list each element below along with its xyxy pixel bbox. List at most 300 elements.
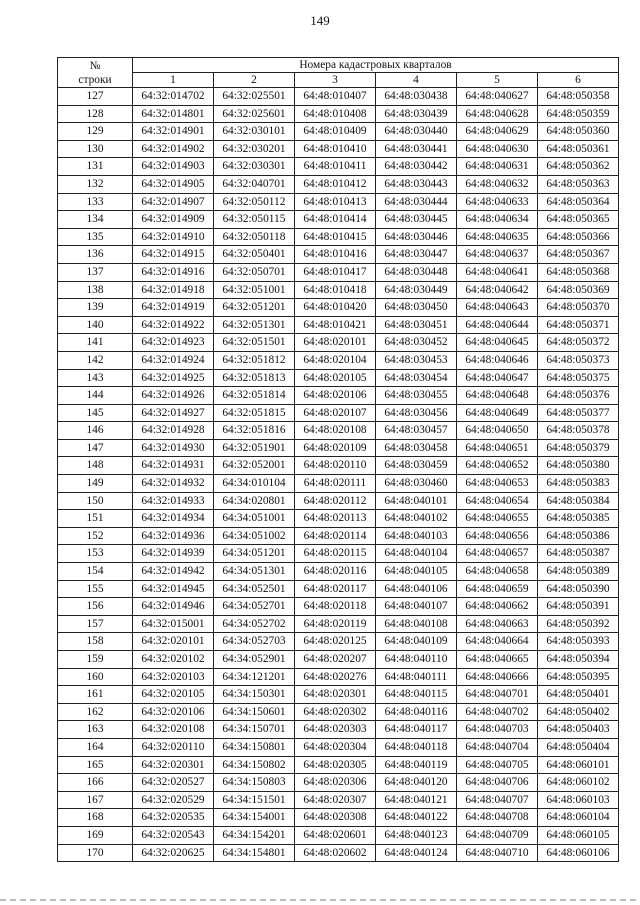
row-number-cell: 139 xyxy=(58,299,133,317)
cadastral-number-cell: 64:48:060104 xyxy=(538,809,619,827)
table-header xyxy=(58,58,619,88)
cadastral-number-cell: 64:34:150301 xyxy=(214,686,295,704)
cadastral-number-cell: 64:48:040116 xyxy=(376,703,457,721)
cadastral-number-cell: 64:48:020101 xyxy=(295,334,376,352)
cadastral-number-cell: 64:32:020529 xyxy=(133,791,214,809)
cadastral-number-cell: 64:48:020301 xyxy=(295,686,376,704)
row-number-cell: 132 xyxy=(58,175,133,193)
cadastral-number-cell: 64:32:014905 xyxy=(133,175,214,193)
table-row xyxy=(58,615,619,633)
cadastral-number-cell: 64:32:020110 xyxy=(133,738,214,756)
cadastral-number-cell: 64:48:040107 xyxy=(376,598,457,616)
cadastral-number-cell: 64:32:020535 xyxy=(133,809,214,827)
cadastral-number-cell: 64:48:050404 xyxy=(538,738,619,756)
cadastral-number-cell: 64:48:030454 xyxy=(376,369,457,387)
cadastral-number-cell: 64:48:030458 xyxy=(376,439,457,457)
cadastral-number-cell: 64:48:020112 xyxy=(295,492,376,510)
row-number-cell: 158 xyxy=(58,633,133,651)
row-number-cell: 136 xyxy=(58,246,133,264)
cadastral-number-cell: 64:48:050386 xyxy=(538,527,619,545)
cadastral-number-cell: 64:48:020308 xyxy=(295,809,376,827)
cadastral-number-cell: 64:48:030460 xyxy=(376,475,457,493)
cadastral-number-cell: 64:48:050358 xyxy=(538,88,619,106)
cadastral-number-cell: 64:48:040705 xyxy=(457,756,538,774)
cadastral-number-cell: 64:48:040634 xyxy=(457,211,538,229)
cadastral-number-cell: 64:34:051301 xyxy=(214,563,295,581)
row-number-cell: 138 xyxy=(58,281,133,299)
table-row xyxy=(58,351,619,369)
table-body xyxy=(58,88,619,862)
cadastral-number-cell: 64:48:050403 xyxy=(538,721,619,739)
cadastral-number-cell: 64:32:020543 xyxy=(133,826,214,844)
cadastral-number-cell: 64:48:050373 xyxy=(538,351,619,369)
cadastral-number-cell: 64:48:050392 xyxy=(538,615,619,633)
cadastral-number-cell: 64:48:020119 xyxy=(295,615,376,633)
cadastral-number-cell: 64:48:040117 xyxy=(376,721,457,739)
cadastral-number-cell: 64:48:030456 xyxy=(376,404,457,422)
row-number-cell: 143 xyxy=(58,369,133,387)
row-number-cell: 159 xyxy=(58,651,133,669)
cadastral-number-cell: 64:34:052501 xyxy=(214,580,295,598)
cadastral-number-cell: 64:48:030443 xyxy=(376,175,457,193)
cadastral-number-cell: 64:32:014925 xyxy=(133,369,214,387)
cadastral-number-cell: 64:48:030445 xyxy=(376,211,457,229)
cadastral-number-cell: 64:48:030457 xyxy=(376,422,457,440)
cadastral-number-cell: 64:32:014901 xyxy=(133,123,214,141)
cadastral-number-cell: 64:48:020207 xyxy=(295,651,376,669)
cadastral-number-cell: 64:48:040642 xyxy=(457,281,538,299)
cadastral-number-cell: 64:48:040635 xyxy=(457,228,538,246)
cadastral-number-cell: 64:32:014933 xyxy=(133,492,214,510)
cadastral-number-cell: 64:34:051001 xyxy=(214,510,295,528)
cadastral-number-cell: 64:48:040710 xyxy=(457,844,538,862)
table-row xyxy=(58,527,619,545)
cadastral-number-cell: 64:48:050380 xyxy=(538,457,619,475)
cadastral-number-cell: 64:34:150701 xyxy=(214,721,295,739)
cadastral-number-cell: 64:32:020625 xyxy=(133,844,214,862)
cadastral-number-cell: 64:48:050366 xyxy=(538,228,619,246)
cadastral-number-cell: 64:48:050385 xyxy=(538,510,619,528)
cadastral-number-cell: 64:32:014928 xyxy=(133,422,214,440)
cadastral-number-cell: 64:32:051001 xyxy=(214,281,295,299)
cadastral-number-cell: 64:32:014932 xyxy=(133,475,214,493)
cadastral-number-cell: 64:32:014930 xyxy=(133,439,214,457)
cadastral-number-cell: 64:48:060105 xyxy=(538,826,619,844)
cadastral-number-cell: 64:48:020111 xyxy=(295,475,376,493)
cadastral-number-cell: 64:48:010415 xyxy=(295,228,376,246)
cadastral-number-cell: 64:32:020301 xyxy=(133,756,214,774)
table-row xyxy=(58,140,619,158)
cadastral-number-cell: 64:32:020527 xyxy=(133,774,214,792)
row-number-cell: 163 xyxy=(58,721,133,739)
cadastral-number-cell: 64:48:030452 xyxy=(376,334,457,352)
row-number-cell: 152 xyxy=(58,527,133,545)
row-number-cell: 144 xyxy=(58,387,133,405)
row-number-cell: 151 xyxy=(58,510,133,528)
cadastral-number-cell: 64:48:040108 xyxy=(376,615,457,633)
cadastral-number-cell: 64:48:050389 xyxy=(538,563,619,581)
table-row xyxy=(58,281,619,299)
row-number-cell: 140 xyxy=(58,316,133,334)
cadastral-number-cell: 64:48:020115 xyxy=(295,545,376,563)
cadastral-number-cell: 64:48:010408 xyxy=(295,105,376,123)
row-number-cell: 157 xyxy=(58,615,133,633)
cadastral-number-cell: 64:48:050362 xyxy=(538,158,619,176)
row-number-cell: 146 xyxy=(58,422,133,440)
table-row xyxy=(58,492,619,510)
cadastral-number-cell: 64:32:025501 xyxy=(214,88,295,106)
cadastral-number-cell: 64:48:020118 xyxy=(295,598,376,616)
row-number-cell: 142 xyxy=(58,351,133,369)
cadastral-number-cell: 64:48:030450 xyxy=(376,299,457,317)
row-number-symbol: № xyxy=(89,59,101,72)
cadastral-number-cell: 64:48:040707 xyxy=(457,791,538,809)
cadastral-number-cell: 64:34:051002 xyxy=(214,527,295,545)
cadastral-number-cell: 64:48:040646 xyxy=(457,351,538,369)
cadastral-number-cell: 64:34:150803 xyxy=(214,774,295,792)
cadastral-number-cell: 64:32:014919 xyxy=(133,299,214,317)
cadastral-number-cell: 64:48:010417 xyxy=(295,263,376,281)
cadastral-number-cell: 64:48:050376 xyxy=(538,387,619,405)
cadastral-number-cell: 64:48:040709 xyxy=(457,826,538,844)
table-row xyxy=(58,598,619,616)
page-number: 149 xyxy=(310,13,330,28)
table-row xyxy=(58,246,619,264)
cadastral-number-cell: 64:48:020104 xyxy=(295,351,376,369)
cadastral-number-cell: 64:48:060101 xyxy=(538,756,619,774)
cadastral-number-cell: 64:48:040633 xyxy=(457,193,538,211)
cadastral-number-cell: 64:32:020102 xyxy=(133,651,214,669)
cadastral-number-cell: 64:48:040701 xyxy=(457,686,538,704)
table-row xyxy=(58,404,619,422)
table-row xyxy=(58,299,619,317)
cadastral-number-cell: 64:48:040110 xyxy=(376,651,457,669)
cadastral-number-cell: 64:32:014927 xyxy=(133,404,214,422)
cadastral-number-cell: 64:32:014916 xyxy=(133,263,214,281)
row-number-header xyxy=(58,58,133,88)
cadastral-number-cell: 64:48:030448 xyxy=(376,263,457,281)
cadastral-number-cell: 64:48:040111 xyxy=(376,668,457,686)
cadastral-number-cell: 64:48:060102 xyxy=(538,774,619,792)
cadastral-number-cell: 64:48:010412 xyxy=(295,175,376,193)
cadastral-number-cell: 64:48:040631 xyxy=(457,158,538,176)
cadastral-number-cell: 64:48:050363 xyxy=(538,175,619,193)
cadastral-number-cell: 64:48:040658 xyxy=(457,563,538,581)
cadastral-number-cell: 64:48:040124 xyxy=(376,844,457,862)
cadastral-number-cell: 64:48:040102 xyxy=(376,510,457,528)
cadastral-number-cell: 64:48:010414 xyxy=(295,211,376,229)
cadastral-number-cell: 64:32:051814 xyxy=(214,387,295,405)
cadastral-number-cell: 64:48:020106 xyxy=(295,387,376,405)
cadastral-number-cell: 64:48:040648 xyxy=(457,387,538,405)
row-number-cell: 165 xyxy=(58,756,133,774)
cadastral-number-cell: 64:32:014918 xyxy=(133,281,214,299)
cadastral-number-cell: 64:48:040650 xyxy=(457,422,538,440)
cadastral-number-cell: 64:48:040666 xyxy=(457,668,538,686)
cadastral-number-cell: 64:48:050369 xyxy=(538,281,619,299)
cadastral-number-cell: 64:32:050112 xyxy=(214,193,295,211)
cadastral-number-cell: 64:48:030453 xyxy=(376,351,457,369)
cadastral-number-cell: 64:48:020105 xyxy=(295,369,376,387)
scan-edge-line xyxy=(0,899,640,901)
table-row xyxy=(58,263,619,281)
cadastral-number-cell: 64:34:151501 xyxy=(214,791,295,809)
cadastral-number-cell: 64:48:020110 xyxy=(295,457,376,475)
row-number-cell: 135 xyxy=(58,228,133,246)
table-row xyxy=(58,475,619,493)
cadastral-number-cell: 64:48:020125 xyxy=(295,633,376,651)
table-row xyxy=(58,228,619,246)
row-number-cell: 161 xyxy=(58,686,133,704)
cadastral-number-cell: 64:48:050361 xyxy=(538,140,619,158)
row-number-cell: 170 xyxy=(58,844,133,862)
cadastral-number-cell: 64:34:150601 xyxy=(214,703,295,721)
cadastral-number-cell: 64:48:040655 xyxy=(457,510,538,528)
table-row xyxy=(58,175,619,193)
row-number-cell: 149 xyxy=(58,475,133,493)
row-number-label: строки xyxy=(78,73,112,86)
cadastral-number-cell: 64:48:040641 xyxy=(457,263,538,281)
cadastral-number-cell: 64:48:050402 xyxy=(538,703,619,721)
cadastral-number-cell: 64:48:050371 xyxy=(538,316,619,334)
cadastral-number-cell: 64:48:010418 xyxy=(295,281,376,299)
cadastral-number-cell: 64:32:051201 xyxy=(214,299,295,317)
cadastral-number-cell: 64:48:040662 xyxy=(457,598,538,616)
cadastral-number-cell: 64:32:014939 xyxy=(133,545,214,563)
cadastral-number-cell: 64:48:030459 xyxy=(376,457,457,475)
table-row xyxy=(58,791,619,809)
cadastral-number-cell: 64:48:050379 xyxy=(538,439,619,457)
table-row xyxy=(58,774,619,792)
cadastral-number-cell: 64:32:014934 xyxy=(133,510,214,528)
table-row xyxy=(58,457,619,475)
cadastral-number-cell: 64:48:050387 xyxy=(538,545,619,563)
table-row xyxy=(58,580,619,598)
cadastral-number-cell: 64:32:014931 xyxy=(133,457,214,475)
cadastral-number-cell: 64:48:040664 xyxy=(457,633,538,651)
cadastral-number-cell: 64:48:030446 xyxy=(376,228,457,246)
cadastral-number-cell: 64:32:051501 xyxy=(214,334,295,352)
cadastral-number-cell: 64:34:154001 xyxy=(214,809,295,827)
cadastral-number-cell: 64:48:020113 xyxy=(295,510,376,528)
table-row xyxy=(58,545,619,563)
column-header-3: 3 xyxy=(295,73,376,88)
cadastral-number-cell: 64:32:030301 xyxy=(214,158,295,176)
cadastral-number-cell: 64:48:050364 xyxy=(538,193,619,211)
table-row xyxy=(58,721,619,739)
table-row xyxy=(58,369,619,387)
cadastral-number-cell: 64:48:040645 xyxy=(457,334,538,352)
cadastral-number-cell: 64:48:040649 xyxy=(457,404,538,422)
cadastral-number-cell: 64:48:020601 xyxy=(295,826,376,844)
cadastral-number-cell: 64:34:150802 xyxy=(214,756,295,774)
column-header-5: 5 xyxy=(457,73,538,88)
row-number-cell: 128 xyxy=(58,105,133,123)
table-row xyxy=(58,88,619,106)
row-number-cell: 167 xyxy=(58,791,133,809)
cadastral-number-cell: 64:48:050360 xyxy=(538,123,619,141)
cadastral-number-cell: 64:32:050118 xyxy=(214,228,295,246)
cadastral-number-cell: 64:32:020101 xyxy=(133,633,214,651)
cadastral-number-cell: 64:48:040105 xyxy=(376,563,457,581)
table-row xyxy=(58,563,619,581)
cadastral-number-cell: 64:32:051816 xyxy=(214,422,295,440)
cadastral-number-cell: 64:48:020306 xyxy=(295,774,376,792)
cadastral-number-cell: 64:48:030439 xyxy=(376,105,457,123)
cadastral-number-cell: 64:32:014926 xyxy=(133,387,214,405)
row-number-cell: 134 xyxy=(58,211,133,229)
table-row xyxy=(58,651,619,669)
cadastral-number-cell: 64:32:014909 xyxy=(133,211,214,229)
cadastral-number-cell: 64:48:030442 xyxy=(376,158,457,176)
row-number-cell: 129 xyxy=(58,123,133,141)
cadastral-number-cell: 64:34:150801 xyxy=(214,738,295,756)
cadastral-number-cell: 64:48:010413 xyxy=(295,193,376,211)
cadastral-number-cell: 64:34:154801 xyxy=(214,844,295,862)
cadastral-number-cell: 64:48:040632 xyxy=(457,175,538,193)
row-number-cell: 156 xyxy=(58,598,133,616)
cadastral-number-cell: 64:48:050395 xyxy=(538,668,619,686)
table-row xyxy=(58,668,619,686)
column-header-4: 4 xyxy=(376,73,457,88)
cadastral-number-cell: 64:48:050377 xyxy=(538,404,619,422)
cadastral-number-cell: 64:32:050115 xyxy=(214,211,295,229)
row-number-cell: 168 xyxy=(58,809,133,827)
cadastral-number-cell: 64:48:040659 xyxy=(457,580,538,598)
cadastral-number-cell: 64:48:030438 xyxy=(376,88,457,106)
cadastral-number-cell: 64:32:014801 xyxy=(133,105,214,123)
cadastral-number-cell: 64:32:051812 xyxy=(214,351,295,369)
cadastral-number-cell: 64:32:052001 xyxy=(214,457,295,475)
cadastral-number-cell: 64:32:025601 xyxy=(214,105,295,123)
cadastral-number-cell: 64:48:040118 xyxy=(376,738,457,756)
cadastral-number-cell: 64:48:030449 xyxy=(376,281,457,299)
cadastral-number-cell: 64:48:030451 xyxy=(376,316,457,334)
cadastral-number-cell: 64:48:010407 xyxy=(295,88,376,106)
cadastral-number-cell: 64:48:040119 xyxy=(376,756,457,774)
row-number-cell: 137 xyxy=(58,263,133,281)
cadastral-number-cell: 64:34:051201 xyxy=(214,545,295,563)
cadastral-number-cell: 64:32:014702 xyxy=(133,88,214,106)
cadastral-number-cell: 64:34:020801 xyxy=(214,492,295,510)
cadastral-number-cell: 64:32:030101 xyxy=(214,123,295,141)
cadastral-number-cell: 64:48:020107 xyxy=(295,404,376,422)
cadastral-number-cell: 64:48:050384 xyxy=(538,492,619,510)
cadastral-number-cell: 64:48:050367 xyxy=(538,246,619,264)
cadastral-number-cell: 64:32:020108 xyxy=(133,721,214,739)
row-number-cell: 164 xyxy=(58,738,133,756)
row-number-cell: 148 xyxy=(58,457,133,475)
cadastral-number-cell: 64:32:014936 xyxy=(133,527,214,545)
row-number-cell: 127 xyxy=(58,88,133,106)
cadastral-number-cell: 64:48:020302 xyxy=(295,703,376,721)
cadastral-number-cell: 64:48:020304 xyxy=(295,738,376,756)
cadastral-number-cell: 64:48:050390 xyxy=(538,580,619,598)
table-row xyxy=(58,703,619,721)
table-row xyxy=(58,123,619,141)
cadastral-number-cell: 64:48:050365 xyxy=(538,211,619,229)
cadastral-number-cell: 64:48:050368 xyxy=(538,263,619,281)
cadastral-number-cell: 64:48:020117 xyxy=(295,580,376,598)
cadastral-number-cell: 64:32:014907 xyxy=(133,193,214,211)
cadastral-number-cell: 64:48:040101 xyxy=(376,492,457,510)
cadastral-number-cell: 64:32:020106 xyxy=(133,703,214,721)
cadastral-number-cell: 64:48:040644 xyxy=(457,316,538,334)
cadastral-number-cell: 64:48:010410 xyxy=(295,140,376,158)
table-row xyxy=(58,809,619,827)
row-number-cell: 160 xyxy=(58,668,133,686)
column-header-2: 2 xyxy=(214,73,295,88)
table-row xyxy=(58,756,619,774)
cadastral-number-cell: 64:32:050401 xyxy=(214,246,295,264)
row-number-cell: 150 xyxy=(58,492,133,510)
cadastral-number-cell: 64:32:020103 xyxy=(133,668,214,686)
cadastral-number-cell: 64:48:050393 xyxy=(538,633,619,651)
table-row xyxy=(58,387,619,405)
table-row xyxy=(58,510,619,528)
cadastral-number-cell: 64:48:010411 xyxy=(295,158,376,176)
table-row xyxy=(58,826,619,844)
cadastral-number-cell: 64:48:030444 xyxy=(376,193,457,211)
cadastral-number-cell: 64:48:040647 xyxy=(457,369,538,387)
cadastral-number-cell: 64:48:040706 xyxy=(457,774,538,792)
cadastral-number-cell: 64:48:040704 xyxy=(457,738,538,756)
cadastral-number-cell: 64:48:040115 xyxy=(376,686,457,704)
table-row xyxy=(58,334,619,352)
table-row xyxy=(58,844,619,862)
cadastral-number-cell: 64:32:015001 xyxy=(133,615,214,633)
cadastral-number-cell: 64:34:052702 xyxy=(214,615,295,633)
cadastral-number-cell: 64:48:010420 xyxy=(295,299,376,317)
group-title-header: Номера кадастровых кварталов xyxy=(133,58,619,73)
cadastral-number-cell: 64:48:050401 xyxy=(538,686,619,704)
column-header-1: 1 xyxy=(133,73,214,88)
cadastral-number-cell: 64:34:052701 xyxy=(214,598,295,616)
row-number-cell: 154 xyxy=(58,563,133,581)
cadastral-number-cell: 64:48:040628 xyxy=(457,105,538,123)
cadastral-number-cell: 64:32:014945 xyxy=(133,580,214,598)
cadastral-quarters-table xyxy=(57,57,619,862)
row-number-cell: 147 xyxy=(58,439,133,457)
cadastral-number-cell: 64:48:040654 xyxy=(457,492,538,510)
cadastral-number-cell: 64:48:040123 xyxy=(376,826,457,844)
row-number-cell: 166 xyxy=(58,774,133,792)
cadastral-number-cell: 64:48:040643 xyxy=(457,299,538,317)
cadastral-number-cell: 64:48:040708 xyxy=(457,809,538,827)
cadastral-number-cell: 64:48:020116 xyxy=(295,563,376,581)
cadastral-number-cell: 64:48:040122 xyxy=(376,809,457,827)
row-number-cell: 131 xyxy=(58,158,133,176)
cadastral-number-cell: 64:48:050391 xyxy=(538,598,619,616)
row-number-cell: 153 xyxy=(58,545,133,563)
cadastral-number-cell: 64:48:050375 xyxy=(538,369,619,387)
cadastral-number-cell: 64:48:020303 xyxy=(295,721,376,739)
cadastral-number-cell: 64:32:014946 xyxy=(133,598,214,616)
cadastral-number-cell: 64:48:020602 xyxy=(295,844,376,862)
table-row xyxy=(58,158,619,176)
cadastral-number-cell: 64:48:040656 xyxy=(457,527,538,545)
cadastral-number-cell: 64:34:121201 xyxy=(214,668,295,686)
cadastral-number-cell: 64:32:030201 xyxy=(214,140,295,158)
cadastral-number-cell: 64:32:051901 xyxy=(214,439,295,457)
cadastral-number-cell: 64:48:060103 xyxy=(538,791,619,809)
cadastral-number-cell: 64:48:030455 xyxy=(376,387,457,405)
cadastral-number-cell: 64:32:014924 xyxy=(133,351,214,369)
cadastral-number-cell: 64:32:014910 xyxy=(133,228,214,246)
cadastral-number-cell: 64:48:030441 xyxy=(376,140,457,158)
cadastral-number-cell: 64:48:050383 xyxy=(538,475,619,493)
table-row xyxy=(58,316,619,334)
